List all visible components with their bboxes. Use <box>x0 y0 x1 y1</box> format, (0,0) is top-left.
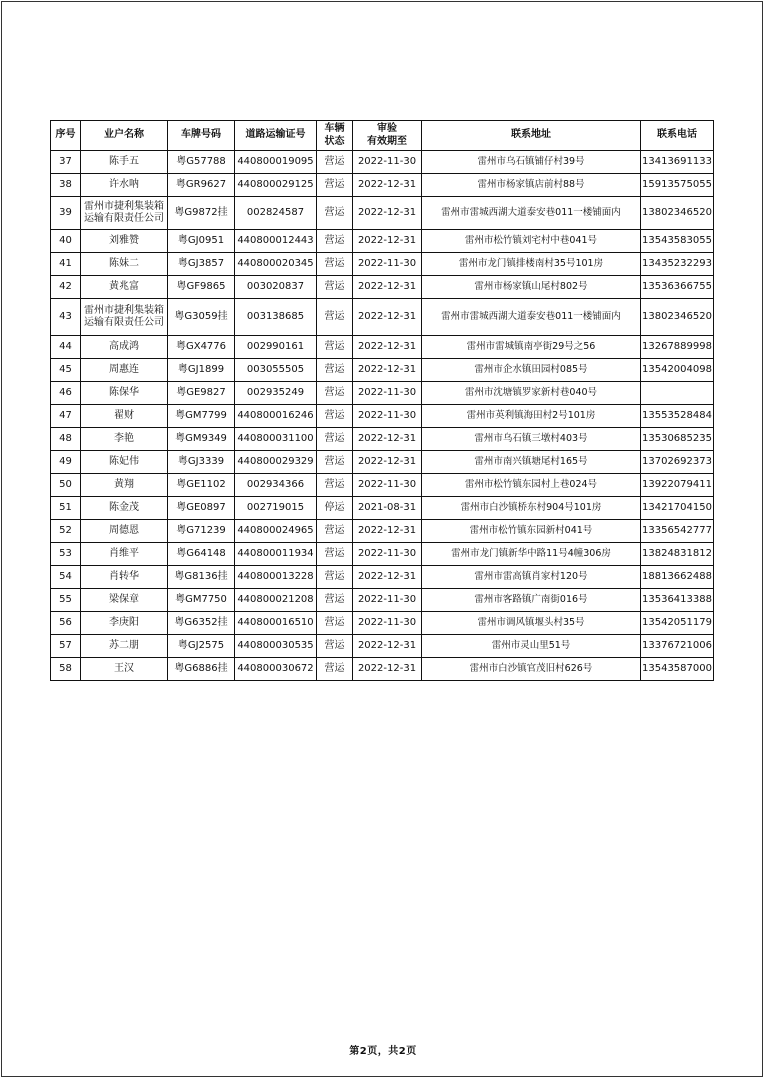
cell-valid-until: 2022-12-31 <box>353 299 422 336</box>
cell-phone: 13543583055 <box>641 230 714 253</box>
cell-seq: 45 <box>51 359 81 382</box>
table-row <box>51 497 714 520</box>
cell-name: 肖转华 <box>81 566 168 589</box>
cell-name: 苏二朋 <box>81 635 168 658</box>
table-row <box>51 428 714 451</box>
table-row <box>51 336 714 359</box>
cell-name: 陈妹二 <box>81 253 168 276</box>
cell-address: 雷州市雷城镇南亭街29号之56 <box>422 336 641 359</box>
table-row <box>51 174 714 197</box>
cell-name: 肖维平 <box>81 543 168 566</box>
cell-phone: 13542051179 <box>641 612 714 635</box>
cell-phone: 13376721006 <box>641 635 714 658</box>
cell-address: 雷州市雷高镇肖家村120号 <box>422 566 641 589</box>
cell-status: 营运 <box>317 382 353 405</box>
table-row <box>51 382 714 405</box>
cell-status: 营运 <box>317 451 353 474</box>
cell-permit: 440800019095 <box>235 151 317 174</box>
cell-status: 营运 <box>317 299 353 336</box>
cell-seq: 53 <box>51 543 81 566</box>
cell-phone: 13922079411 <box>641 474 714 497</box>
cell-phone <box>641 382 714 405</box>
cell-address: 雷州市雷城西湖大道泰安巷011一楼铺面内 <box>422 197 641 230</box>
cell-status: 营运 <box>317 658 353 681</box>
cell-plate: 粤GM7799 <box>168 405 235 428</box>
cell-seq: 38 <box>51 174 81 197</box>
cell-name: 周德恩 <box>81 520 168 543</box>
cell-seq: 52 <box>51 520 81 543</box>
cell-address: 雷州市企水镇田园村085号 <box>422 359 641 382</box>
cell-status: 营运 <box>317 520 353 543</box>
cell-status: 营运 <box>317 566 353 589</box>
table-row <box>51 197 714 230</box>
cell-seq: 54 <box>51 566 81 589</box>
cell-seq: 39 <box>51 197 81 230</box>
cell-plate: 粤GX4776 <box>168 336 235 359</box>
cell-plate: 粤GF9865 <box>168 276 235 299</box>
cell-permit: 440800029125 <box>235 174 317 197</box>
cell-plate: 粤GM9349 <box>168 428 235 451</box>
cell-status: 营运 <box>317 197 353 230</box>
vehicle-registry-table <box>50 120 714 681</box>
cell-permit: 440800012443 <box>235 230 317 253</box>
cell-status: 营运 <box>317 230 353 253</box>
cell-permit: 002719015 <box>235 497 317 520</box>
cell-address: 雷州市乌石镇三墩村403号 <box>422 428 641 451</box>
cell-seq: 55 <box>51 589 81 612</box>
cell-seq: 56 <box>51 612 81 635</box>
cell-status: 营运 <box>317 635 353 658</box>
cell-address: 雷州市龙门镇新华中路11号4幢306房 <box>422 543 641 566</box>
cell-name: 高成鸿 <box>81 336 168 359</box>
cell-valid-until: 2022-11-30 <box>353 612 422 635</box>
cell-status: 营运 <box>317 276 353 299</box>
table-row <box>51 230 714 253</box>
cell-phone: 13536366755 <box>641 276 714 299</box>
cell-valid-until: 2022-12-31 <box>353 635 422 658</box>
cell-valid-until: 2022-12-31 <box>353 197 422 230</box>
cell-seq: 57 <box>51 635 81 658</box>
cell-status: 营运 <box>317 589 353 612</box>
cell-address: 雷州市白沙镇桥东村904号101房 <box>422 497 641 520</box>
cell-address: 雷州市乌石镇铺仔村39号 <box>422 151 641 174</box>
cell-permit: 002934366 <box>235 474 317 497</box>
cell-phone: 13542004098 <box>641 359 714 382</box>
cell-phone: 13702692373 <box>641 451 714 474</box>
cell-permit: 003055505 <box>235 359 317 382</box>
cell-valid-until: 2022-12-31 <box>353 428 422 451</box>
header-permit: 道路运输证号 <box>235 121 317 151</box>
cell-permit: 440800016510 <box>235 612 317 635</box>
cell-plate: 粤G3059挂 <box>168 299 235 336</box>
cell-name: 王汉 <box>81 658 168 681</box>
cell-seq: 48 <box>51 428 81 451</box>
header-status: 车辆 状态 <box>317 121 353 151</box>
cell-address: 雷州市雷城西湖大道泰安巷011一楼铺面内 <box>422 299 641 336</box>
cell-plate: 粤G9872挂 <box>168 197 235 230</box>
cell-address: 雷州市白沙镇官茂旧村626号 <box>422 658 641 681</box>
cell-name: 梁保章 <box>81 589 168 612</box>
cell-status: 营运 <box>317 174 353 197</box>
cell-valid-until: 2022-12-31 <box>353 658 422 681</box>
cell-seq: 51 <box>51 497 81 520</box>
cell-phone: 13530685235 <box>641 428 714 451</box>
cell-seq: 49 <box>51 451 81 474</box>
cell-plate: 粤GM7750 <box>168 589 235 612</box>
table-row <box>51 612 714 635</box>
cell-name: 翟财 <box>81 405 168 428</box>
cell-address: 雷州市英利镇海田村2号101房 <box>422 405 641 428</box>
cell-name: 周惠连 <box>81 359 168 382</box>
table-row <box>51 520 714 543</box>
cell-status: 停运 <box>317 497 353 520</box>
cell-address: 雷州市松竹镇东园村上巷024号 <box>422 474 641 497</box>
cell-valid-until: 2022-12-31 <box>353 174 422 197</box>
cell-phone: 13421704150 <box>641 497 714 520</box>
cell-permit: 440800030535 <box>235 635 317 658</box>
cell-name: 陈金茂 <box>81 497 168 520</box>
cell-name: 李艳 <box>81 428 168 451</box>
cell-seq: 46 <box>51 382 81 405</box>
cell-status: 营运 <box>317 543 353 566</box>
cell-status: 营运 <box>317 359 353 382</box>
cell-plate: 粤GJ1899 <box>168 359 235 382</box>
page-number: 第2页，共2页 <box>349 1046 417 1057</box>
cell-seq: 47 <box>51 405 81 428</box>
table-row <box>51 543 714 566</box>
cell-seq: 43 <box>51 299 81 336</box>
cell-address: 雷州市杨家镇山尾村802号 <box>422 276 641 299</box>
cell-phone: 13413691133 <box>641 151 714 174</box>
cell-name: 雷州市捷利集装箱运输有限责任公司 <box>81 197 168 230</box>
cell-valid-until: 2021-08-31 <box>353 497 422 520</box>
cell-phone: 13356542777 <box>641 520 714 543</box>
table-row <box>51 635 714 658</box>
cell-plate: 粤G6352挂 <box>168 612 235 635</box>
cell-permit: 440800020345 <box>235 253 317 276</box>
cell-seq: 50 <box>51 474 81 497</box>
cell-permit: 440800011934 <box>235 543 317 566</box>
cell-valid-until: 2022-12-31 <box>353 566 422 589</box>
cell-plate: 粤G6886挂 <box>168 658 235 681</box>
cell-valid-until: 2022-11-30 <box>353 405 422 428</box>
cell-name: 李庚阳 <box>81 612 168 635</box>
cell-seq: 42 <box>51 276 81 299</box>
cell-permit: 440800013228 <box>235 566 317 589</box>
cell-plate: 粤G71239 <box>168 520 235 543</box>
table-row <box>51 589 714 612</box>
cell-plate: 粤GE1102 <box>168 474 235 497</box>
table-row <box>51 405 714 428</box>
header-phone: 联系电话 <box>641 121 714 151</box>
cell-phone: 15913575055 <box>641 174 714 197</box>
cell-address: 雷州市松竹镇东园新村041号 <box>422 520 641 543</box>
cell-permit: 002824587 <box>235 197 317 230</box>
table-row <box>51 299 714 336</box>
header-valid-until: 审验 有效期至 <box>353 121 422 151</box>
cell-valid-until: 2022-12-31 <box>353 451 422 474</box>
cell-permit: 440800030672 <box>235 658 317 681</box>
header-name: 业户名称 <box>81 121 168 151</box>
table-header-row <box>51 121 714 151</box>
cell-phone: 13802346520 <box>641 197 714 230</box>
cell-phone: 13267889998 <box>641 336 714 359</box>
cell-address: 雷州市客路镇广南街016号 <box>422 589 641 612</box>
cell-phone: 13802346520 <box>641 299 714 336</box>
cell-status: 营运 <box>317 405 353 428</box>
cell-name: 刘雅赞 <box>81 230 168 253</box>
cell-valid-until: 2022-11-30 <box>353 253 422 276</box>
cell-permit: 440800021208 <box>235 589 317 612</box>
cell-status: 营运 <box>317 253 353 276</box>
cell-status: 营运 <box>317 151 353 174</box>
cell-name: 黄翔 <box>81 474 168 497</box>
cell-seq: 41 <box>51 253 81 276</box>
cell-valid-until: 2022-11-30 <box>353 151 422 174</box>
header-plate: 车牌号码 <box>168 121 235 151</box>
cell-address: 雷州市调风镇堰头村35号 <box>422 612 641 635</box>
cell-phone: 13553528484 <box>641 405 714 428</box>
table-row <box>51 276 714 299</box>
cell-name: 雷州市捷利集装箱运输有限责任公司 <box>81 299 168 336</box>
cell-address: 雷州市松竹镇刘宅村中巷041号 <box>422 230 641 253</box>
cell-permit: 003020837 <box>235 276 317 299</box>
cell-plate: 粤GJ3857 <box>168 253 235 276</box>
table-row <box>51 474 714 497</box>
table-row <box>51 253 714 276</box>
cell-plate: 粤GJ0951 <box>168 230 235 253</box>
table-row <box>51 359 714 382</box>
header-address: 联系地址 <box>422 121 641 151</box>
cell-address: 雷州市沈塘镇罗家新村巷040号 <box>422 382 641 405</box>
cell-address: 雷州市龙门镇排楼南村35号101房 <box>422 253 641 276</box>
cell-plate: 粤G8136挂 <box>168 566 235 589</box>
cell-phone: 18813662488 <box>641 566 714 589</box>
header-seq: 序号 <box>51 121 81 151</box>
cell-phone: 13435232293 <box>641 253 714 276</box>
cell-permit: 002935249 <box>235 382 317 405</box>
cell-valid-until: 2022-11-30 <box>353 474 422 497</box>
cell-plate: 粤GR9627 <box>168 174 235 197</box>
cell-seq: 37 <box>51 151 81 174</box>
cell-name: 黄兆富 <box>81 276 168 299</box>
cell-plate: 粤G64148 <box>168 543 235 566</box>
cell-seq: 40 <box>51 230 81 253</box>
cell-plate: 粤GJ2575 <box>168 635 235 658</box>
cell-status: 营运 <box>317 428 353 451</box>
cell-valid-until: 2022-12-31 <box>353 230 422 253</box>
table-row <box>51 451 714 474</box>
cell-permit: 440800016246 <box>235 405 317 428</box>
cell-plate: 粤GE0897 <box>168 497 235 520</box>
cell-name: 许水呐 <box>81 174 168 197</box>
cell-valid-until: 2022-12-31 <box>353 520 422 543</box>
cell-status: 营运 <box>317 474 353 497</box>
cell-valid-until: 2022-11-30 <box>353 382 422 405</box>
cell-address: 雷州市南兴镇塘尾村165号 <box>422 451 641 474</box>
cell-status: 营运 <box>317 336 353 359</box>
cell-plate: 粤GE9827 <box>168 382 235 405</box>
cell-seq: 58 <box>51 658 81 681</box>
cell-plate: 粤GJ3339 <box>168 451 235 474</box>
table-body <box>51 151 714 681</box>
cell-phone: 13536413388 <box>641 589 714 612</box>
cell-valid-until: 2022-12-31 <box>353 276 422 299</box>
cell-permit: 003138685 <box>235 299 317 336</box>
cell-name: 陈保华 <box>81 382 168 405</box>
cell-seq: 44 <box>51 336 81 359</box>
cell-valid-until: 2022-12-31 <box>353 359 422 382</box>
cell-permit: 002990161 <box>235 336 317 359</box>
cell-name: 陈妃伟 <box>81 451 168 474</box>
cell-status: 营运 <box>317 612 353 635</box>
cell-address: 雷州市灵山里51号 <box>422 635 641 658</box>
cell-phone: 13824831812 <box>641 543 714 566</box>
table-row <box>51 658 714 681</box>
cell-valid-until: 2022-11-30 <box>353 589 422 612</box>
cell-name: 陈手五 <box>81 151 168 174</box>
cell-permit: 440800031100 <box>235 428 317 451</box>
cell-permit: 440800029329 <box>235 451 317 474</box>
cell-plate: 粤G57788 <box>168 151 235 174</box>
table-row <box>51 566 714 589</box>
table-row <box>51 151 714 174</box>
cell-valid-until: 2022-12-31 <box>353 336 422 359</box>
cell-address: 雷州市杨家镇店前村88号 <box>422 174 641 197</box>
cell-permit: 440800024965 <box>235 520 317 543</box>
cell-phone: 13543587000 <box>641 658 714 681</box>
cell-valid-until: 2022-11-30 <box>353 543 422 566</box>
